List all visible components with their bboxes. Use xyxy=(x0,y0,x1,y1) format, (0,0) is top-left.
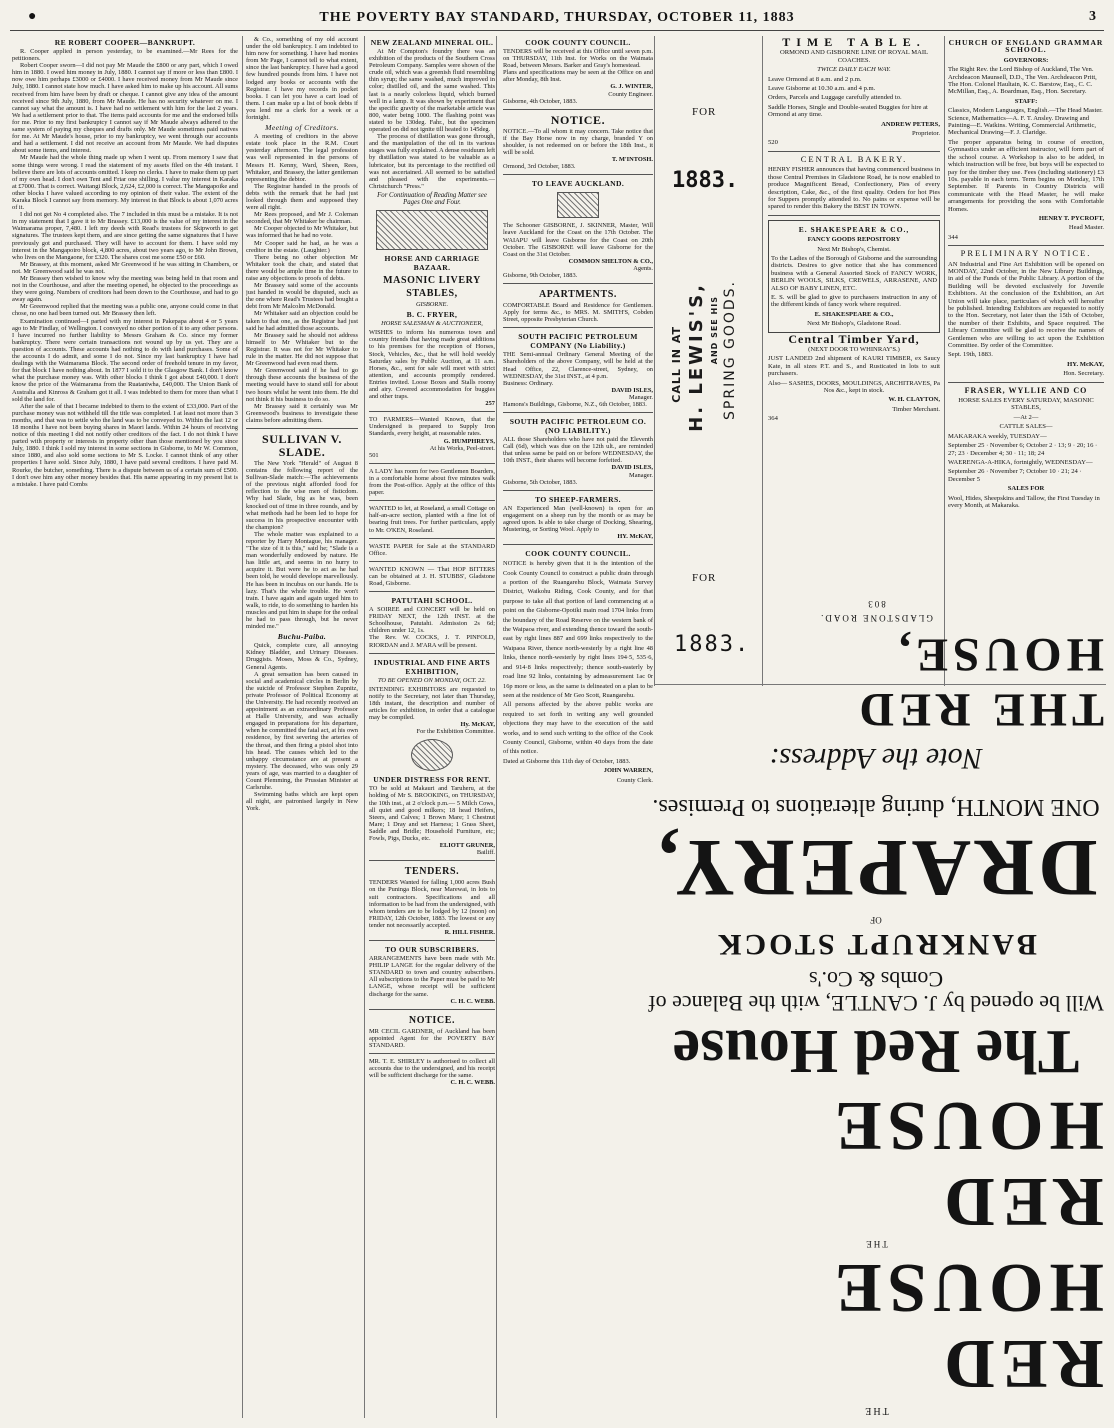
ad-text: The Schooner GISBORNE, J. SKINNER, Master, Will leave Auckland for the Coast on the 17th October. The WAIAPU will leave Gisborne for the Coast on 20th October. The GISBORNE will leave Gisborne for the Coast on the 31st October. xyxy=(503,222,653,258)
industrial-heading: INDUSTRIAL AND FINE ARTS EXHIBITION, xyxy=(373,657,491,676)
timber-yard-number: 364 xyxy=(768,415,778,423)
one-month-text: ONE MONTH, during alterations to Premises. xyxy=(652,794,1100,820)
timber-yard-text: JUST LANDED 2nd shipment of KAURI TIMBER, ex Saucy Kate, in all sizes P.T. and S., and Rusticated in lots to suit purchasers. xyxy=(768,355,940,378)
makaraka-label: MAKARAKA weekly, TUESDAY— xyxy=(948,432,1047,440)
divider xyxy=(503,490,653,491)
ad-signature: HY. McKAY, xyxy=(617,533,653,541)
article-heading-cooper: RE ROBERT COOPER—BANKRUPT. xyxy=(54,38,196,47)
gardner-ad xyxy=(369,1028,495,1049)
ad-signature: DAVID ISLES, xyxy=(611,386,653,394)
article-paragraph: After the sale of that I became indebted to them to the extent of £33,000. Part of the purchase money was not withheld till the title was completed. I at least not more than 3 months, and that was to settle who the land was to be conveyed to. Within the last 12 or 18 months I have not been buying shares in Maori lands. Within 24 hours of receiving notice of this meeting I did not notify other creditors of the fact. I do not think I have parted with property or interests in property other than those mentioned by you since July, 1880. I think I sold my interest in some sections in Gisborne, to Mr W. Common, since 1880, and also sold some sections to Mr S. Locke. I cannot think of any other properties I have sold. Since July, 1880, I have paid several creditors. I have paid M. Rourke, the butcher, something. There is a dispute between us of a certain sum of £500. I don't owe him any other money besides that. His name appearing in my present list is a mistake. I have paid Combs xyxy=(12,402,238,488)
lease-ad xyxy=(369,505,495,533)
horse-bazaar-heading: HORSE AND CARRIAGE BAZAAR. xyxy=(384,254,480,273)
south-pacific-call-ad xyxy=(503,436,653,486)
staff-list: Classics, Modern Languages, English.—The Head Master. Science, Mathematics—A. F. T. Ansley. Drawing and Painting—E. Watkins. Writing, Commercial Arithmetic, Mechanical Drawing—F. J. Claridge. xyxy=(948,107,1103,137)
governors-list: The Right Rev. the Lord Bishop of Auckland, The Ven. Archdeacon Maunsell, D.D., The Ven. Archdeacon Pritt, The Hon. Colonel Haultain, K. C. Barstow, Esq., C. C. McMillan, Esq., A. Boardman, Esq., Hon. Secretary. xyxy=(948,66,1097,96)
ad-role: Bailiff. xyxy=(476,849,495,857)
industrial-sub: TO BE OPENED ON MONDAY, OCT. 22. xyxy=(377,676,486,684)
the-red-house-address: THE RED HOUSE, xyxy=(854,628,1104,736)
cook-county-heading: COOK COUNTY COUNCIL. xyxy=(525,38,631,47)
and-see-text: AND SEE HIS xyxy=(710,296,719,365)
lady-ad xyxy=(369,468,495,496)
ad-text: AN Experienced Man (well-known) is open for an engagement on a sheep run by the month or as may be agreed upon. Is able to take charge of Docking, Shearing, Mustering, or Sorting Wool. Apply to xyxy=(503,504,653,534)
divider xyxy=(369,538,495,539)
ad-date: Gisborne, 9th October, 1883. xyxy=(503,271,578,279)
article-paragraph: Mr Maude had the whole thing made up when I went up. From memory I saw that some things were wrong. I read the statement of my assets filed on the 4th instant. I believe there are lots of accounts omitted. I keep no clerks. I have to make them up part of my own head. I don't own Tent and Friar one shilling. I value my interest in Karaka at £7000. That is correct. Waitangi Block, 2,624, £2,000 is correct. The Mangapoike and other blocks I have valued according to my opinion of their value. The extent of the Karaka Block I cannot say from memory. My interest in that Block is about 1,070 acres of it. xyxy=(12,154,238,212)
tenders-heading: TENDERS. xyxy=(404,866,460,878)
ad-text: NOTICE.—To all whom it may concern. Take notice that if the Bay Horse now in my charge, branded Y on shoulder, is not redeemed on or before the 18th Inst., it will be sold. xyxy=(503,127,653,157)
meeting-heading: Meeting of Creditors. xyxy=(265,123,339,133)
column-divider xyxy=(944,36,945,686)
ad-date: Gisborne, 4th October, 1883. xyxy=(503,97,578,105)
article-paragraph: Quick, complete cure, all annoying Kidney Bladder, and Urinary Diseases. Druggists. Moses, Moss & Co., Sydney, General Agents. xyxy=(246,642,358,671)
ad-text: TO be sold at Makauri and Taruheru, at the holding of Mr S. BROOKING, on THURSDAY, the 10th inst., at 2 o'clock p.m.— 5 Milch Cows, all quiet and good milkers; 18 head Heifers, Steers, and Calves; 1 Brown Mare; 1 Chestnut Mare; 1 Dray and set Harness; 1 Grass Sheet, Saddle and Bridle; Household Furniture, etc; Fowls, Pigs, Ducks, etc. xyxy=(369,785,495,843)
article-paragraph: Mr Brassey then wished to know why the meeting was being held in that room and not in the Courthouse, and after the meeting opened, he objected to the proceedings as they were going. Numbers of creditors had been down to the Courthouse, and had to go away again. xyxy=(12,275,238,304)
article-paragraph: A great sensation has been caused in social and academical circles in Berlin by the suicide of Professor Stephen Zupnitz, private Professor of Political Economy at the University. He had recently received an appointment as an extraordinary Professor at Halle University, and was actually engaged in preparations for his departure, when he committed the fatal act, at his own residence, by first severing the arteries of the throat, and then firing a pistol shot into his head. The causes which led to the unhappy circumstance are at present a mystery. The deceased, who was only 29 years of age, was married to a daughter of Count Plemming, the Prussian Minister at Carlsruhe. xyxy=(246,670,358,792)
shakespeare-sub: FANCY GOODS REPOSITORY xyxy=(807,236,901,244)
article-paragraph: The process of distillation was gone through, and the manipulation of the oil in its various stages was fully explained. A dense residuum left by distillation was stated to be valuable as a lubricator, but its percentage to the rectified oil was not ascertained. All seemed to be satisfied and pleased with the experiments.—Christchurch "Press." xyxy=(369,133,495,190)
time-table-line: Saddle Horses, Single and Double-seated Buggies for hire at Ormond at any time. xyxy=(768,103,928,119)
right-column-2 xyxy=(948,36,1104,688)
column-2b xyxy=(364,36,495,1418)
ad-date: Dated at Gisborne this 11th day of October, 1883. xyxy=(503,757,631,765)
waerenga-label: WAERENGA-A-HIKA, fortnightly, WEDNESDAY— xyxy=(948,458,1093,466)
article-paragraph: & Co., something of my old account under the old bankruptcy. I am indebted to him now for something. I have had monies from Mr Page, I cannot tell to what extent, since the last bankruptcy. I have had a good few hundred pounds from him. I have not lodged any books or accounts with the Registrar. I have my records in pocket books. I can let you have a cart load of them. I can make up a list of book debts if you lend me a clerk for a week or a fortnight. xyxy=(246,36,358,122)
subscribers-heading: TO OUR SUBSCRIBERS. xyxy=(385,945,479,955)
article-paragraph: The New York "Herald" of August 8 contains the following report of the Sullivan-Slade match:—The achievements of the previous night afforded food for reflection to the wise men of fisticdom. Why had Slade, big as he was, been knocked out of time in three rounds, and by what methods had he been led to hope for success in his prospective encounter with the champion? xyxy=(246,459,358,531)
preliminary-notice-role: Hon. Secretary. xyxy=(1063,370,1104,378)
school-number: 344 xyxy=(948,233,958,241)
ad-date: Ormond, 3rd October, 1883. xyxy=(503,163,576,171)
for-label-1: FOR xyxy=(692,106,717,118)
ad-text: The Rev. W. COCKS, J. T. PINFOLD, RIORDAN and J. M'ARA will be present. xyxy=(369,634,495,649)
article-paragraph: Mr Brassey said it certainly was Mr Greenwood's business to investigate these claims before admitting them. xyxy=(246,402,358,424)
ad-role: County Clerk. xyxy=(616,776,653,784)
divider xyxy=(503,283,653,284)
bullet-icon: ● xyxy=(28,9,37,24)
central-bakery-text: HENRY FISHER announces that having commenced business in those Central Premises in Gladstone Road, he is now enabled to produce Magnificent Bread, Confectionery, Pies of every description, Cake, &c., of the first quality. Orders for hot Pies for Suppers promptly attended to. No pains or expense will be spared to render this Bakery the BEST IN TOWN. xyxy=(768,166,940,211)
fraser-wyllie-title: FRASER, WYLLIE AND CO xyxy=(964,385,1088,395)
column-3 xyxy=(496,36,653,1418)
time-table-line: Orders, Parcels and Luggage carefully attended to. xyxy=(768,94,902,102)
time-table-line: Leave Gisborne at 10.30 a.m. and 4 p.m. xyxy=(768,85,876,93)
south-pacific-meeting-ad xyxy=(503,351,653,408)
distress-ad xyxy=(369,785,495,856)
time-table-signature: ANDREW PETERS, xyxy=(881,120,940,128)
ad-role: Manager. xyxy=(629,393,653,401)
red-house-heading-2: RED HOUSE xyxy=(828,1087,1104,1240)
buchu-heading: Buchu-Paiba. xyxy=(277,632,327,642)
continuation-note: For Continuation of Reading Matter see Pages One and Four. xyxy=(377,191,487,206)
article-paragraph: I did not get No 4 completed also. The 7 included in this must be a mistake. It is not in my statement that I gave it to Mr Brassey. £13,000 is the value of my interest in the Waimarama proper, 7,480. I left my deeds with Read's trustees for Skipworth to get signatures. The trustees kept them, and are since getting the same signatures that I have previously got and purchased. They will have to account for them. I have sold my interest in the Mangapoiro block, 4,800 acres, about two years ago, to Mr John Brown, who lives on the Mangaone, for £320. The shares cost me some £50 or £60. xyxy=(12,211,238,261)
timber-yard-text-2: Also— SASHES, DOORS, MOULDINGS, ARCHITRAVES, Pa Nos &c., kept in stock. xyxy=(768,379,940,395)
industrial-ad xyxy=(369,686,495,736)
divider xyxy=(503,109,653,110)
ad-number: 803 xyxy=(866,599,886,609)
timber-yard-role: Timber Merchant. xyxy=(892,405,940,413)
ad-signature: R. HILL FISHER. xyxy=(444,928,495,936)
preliminary-notice-title: PRELIMINARY NOTICE. xyxy=(960,248,1092,259)
ad-text: MR. T. E. SHIRLEY is authorised to collect all accounts due to the undersigned, and his receipt will be sufficient discharge for the same. xyxy=(369,1058,495,1080)
time-table-number: 520 xyxy=(768,139,778,147)
patutahi-ad xyxy=(369,606,495,649)
ad-signature: G. J. WINTER, xyxy=(610,83,653,91)
ad-role: Manager. xyxy=(629,471,653,479)
time-table-title: TIME TABLE. xyxy=(782,36,926,49)
divider xyxy=(369,591,495,592)
article-paragraph: The whole matter was explained to a reporter by Harry Montague, his manager. "The size of it is this," said he; "Slade is a man wonderfully endowed by nature. He has little art, and seems in no hurry to acquire it. But were he to act as he had been told, he would develope marvellously. He has been in incubus on our hands. He is lazy. That's the whole trouble. He won't train. I have again and again urged him to walk, to ride, to do something to harden his muscles and put him in shape for the ordeal he had to pass through, but he never minded me." xyxy=(246,530,358,631)
article-paragraph: The Registrar handed in the proofs of debts with the remark that he had just looked through them and supposed they were all right. xyxy=(246,182,358,212)
fryer-sub: HORSE SALESMAN & AUCTIONEER, xyxy=(381,320,483,328)
call-in-at-text: CALL IN AT xyxy=(670,326,683,403)
timber-yard-signature: W. H. CLAYTON, xyxy=(888,396,940,404)
the-red-house-heading: The Red House xyxy=(672,1017,1080,1085)
ad-address: At his Works, Peel-street. xyxy=(429,444,495,452)
sheep-farmers-ad xyxy=(503,505,653,540)
ad-text: ARRANGEMENTS have been made with Mr. PHILIP LANGE for the regular delivery of the STANDARD to town and country subscribers. All subscriptions to the Paper must be paid to Mr LANGE, whose receipt will be sufficient discharge for the same. xyxy=(369,955,495,998)
school-role: Head Master. xyxy=(1068,224,1104,232)
divider xyxy=(503,327,653,328)
ad-signature: T. M'INTOSH. xyxy=(611,156,653,164)
notice-heading: NOTICE. xyxy=(550,112,606,127)
divider xyxy=(369,860,495,861)
cook-county-tender-ad xyxy=(503,48,653,105)
divider xyxy=(369,463,495,464)
fryer-ad xyxy=(369,329,495,407)
ad-signature: G. HUMPHREYS, xyxy=(443,437,495,445)
ad-text: WANTED to let, at Roseland, a small Cottage on half-an-acre section, planted with a fine lot of bearing fruit trees. For further particulars, apply to Mr. O'KEN, Roseland. xyxy=(369,505,495,534)
time-table-sub2: TWICE DAILY EACH WAY. xyxy=(817,66,891,74)
central-bakery-title: CENTRAL BAKERY. xyxy=(800,153,908,164)
shakespeare-text: To the Ladies of the Borough of Gisborne and the surrounding districts. Desires to give notice that she has commenced business with a General Assorted Stock of FANCY WORK, BERLIN WOOLS, SILKS, CREWELS, ARRASENE, AND ALSO OF BABY LINEN, ETC. xyxy=(771,254,937,292)
sullivan-heading: SULLIVAN V. SLADE. xyxy=(262,431,342,459)
article-paragraph: Mr Brassey said some of the accounts just handed in would be disputed, such as the one where Read's Trustees had bought a debt from Mr Malcolm McDonald. xyxy=(246,282,358,311)
timber-yard-title: Central Timber Yard, xyxy=(788,331,920,346)
shakespeare-address: Next Mr Bishop's, Gladstone Road. xyxy=(807,320,901,328)
waerenga-dates: September 26 · November 7; October 10 · 21; 24 · December 5 xyxy=(948,468,1082,483)
ad-text: WASTE PAPER for Sale at the STANDARD Office. xyxy=(369,542,495,557)
article-paragraph: Examination continued—I parted with my interest in Pakepapa about 4 or 5 years ago to Mr Findlay, of Wellington. I conveyed no other portion of it to any other persons. I have incurred no further liability to Messrs Graham & Co. since my former bankruptcy. There were certain transactions not wound up by us yet. They are a question of accounts. These accounts had nothing to do with land purchases. Some of the accounts I do admit, and some I do not. Since my last bankruptcy I have had dealings with the Waimarama Block. The second order of freehold tenure in my favor, for that block I have nothing about. In 1877 I sold it to the Glasgow Bank. I don't know what the purchase money was. With other blocks I think I got about £40,000. I don't know the price of the Waimarama from the Ruataniwha, £40,000. The Union Bank of Australia and Kinross & Graham got it all. I was indebted to them for more than what I sold the land for. xyxy=(12,317,238,403)
distress-heading: UNDER DISTRESS FOR RENT. xyxy=(373,775,491,785)
drapery-heading: DRAPERY, xyxy=(654,823,1098,914)
ad-number: 257 xyxy=(485,400,495,408)
ad-role: County Engineer. xyxy=(608,90,653,98)
ad-text: WANTED KNOWN — That HOP BITTERS can be obtained at J. H. STUBBS', Gladstone Road, Gisborne. xyxy=(369,565,495,587)
ad-text: A LADY has room for two Gentlemen Boarders, in a comfortable home about five minutes walk from the Post-office. Apply at the office of this paper. xyxy=(369,467,495,497)
ad-text: Business: Ordinary. xyxy=(503,379,554,387)
page-number: 3 xyxy=(1089,9,1096,24)
school-signature: HENRY T. PYCROFT, xyxy=(1038,214,1104,222)
waste-paper-ad xyxy=(369,543,495,557)
article-paragraph: Mr Rees proposed, and Mr J. Coleman seconded, that Mr Whitaker be chairman. xyxy=(246,211,358,226)
divider xyxy=(948,245,1104,246)
preliminary-notice-date: Sept. 19th, 1883. xyxy=(948,351,993,359)
red-house-heading-1: RED HOUSE xyxy=(828,1249,1104,1402)
divider xyxy=(246,428,358,429)
ad-signature: C. H. C. WEBB. xyxy=(450,1079,495,1087)
masthead xyxy=(10,6,1104,31)
note-address-text: Note the Address: xyxy=(769,742,983,775)
of-text: OF xyxy=(870,915,882,925)
divider xyxy=(369,500,495,501)
ad-text: INTENDING EXHIBITORS are requested to notify to the Secretary, not later than Thursday, 18th instant, the description and number of articles for exhibition, in order that a catalogue may be compiled. xyxy=(369,685,495,722)
ad-text: TO FARMERS—Wanted Known, that the Undersigned is prepared to Supply Iron Standards, every height, at reasonable rates. xyxy=(369,416,495,438)
year-label-1: 1883. xyxy=(672,168,739,193)
fraser-wyllie-sub: HORSE SALES EVERY SATURDAY, MASONIC STABLES, xyxy=(958,397,1094,412)
shirley-ad xyxy=(369,1058,495,1086)
red-house-the-top: THE xyxy=(863,1405,889,1416)
ad-text: MR CECIL GARDNER, of Auckland has been appointed Agent for the POVERTY BAY STANDARD. xyxy=(369,1027,495,1049)
divider xyxy=(369,1009,495,1010)
divider xyxy=(369,411,495,412)
ad-text: WISHES to inform his numerous town and country friends that having made great additions to his premises for the reception of Horses, Stock, Vehicles, &c., that he will hold weekly Saturday sales by Public Auction, at 11 a.m. Horses, &c., sent for sale will meet with strict attention, and accounts promptly rendered. Entries invited. Loose Boxes and Stalls roomy and airy. Covered accommodation for buggies and other traps. xyxy=(369,329,495,401)
ad-signature: ELIOTT GRUNER, xyxy=(439,842,495,850)
bankrupt-stock-text: BANKRUPT STOCK xyxy=(715,928,1037,961)
divider xyxy=(503,544,653,545)
timber-yard-sub: (NEXT DOOR TO WHINRAY'S.) xyxy=(808,346,900,353)
gisborne-label: GISBORNE. xyxy=(415,301,449,309)
ad-text: THE Semi-annual Ordinary General Meeting of the Shareholders of the above Company, will be held at the Head Office, 22, Clarence-street, Sydney, on WEDNESDAY, the 31st INST., at 4 p.m. xyxy=(503,351,653,380)
article-paragraph: Mr Brassey said he should not address himself to Mr Whitaker but to the Registrar. It was not for Mr Whitaker to rule in the matter. He did not suppose that Mr Greenwood had even read them. xyxy=(246,331,358,368)
lewis-name-text: H. LEWIS'S, xyxy=(686,282,707,432)
bay-horse-notice xyxy=(503,128,653,171)
shakespeare-title: E. SHAKESPEARE & CO., xyxy=(798,224,910,234)
divider xyxy=(369,561,495,562)
mineral-oil-heading: NEW ZEALAND MINERAL OIL. xyxy=(370,38,494,47)
shakespeare-sub2: Next Mr Bishop's, Chemist. xyxy=(817,245,891,253)
cook-county-heading-2: COOK COUNTY COUNCIL. xyxy=(525,549,631,559)
article-paragraph: Mr Cooper objected to Mr Whitaker, but was informed that he had no vote. xyxy=(246,225,358,240)
ad-signature: DAVID ISLES, xyxy=(611,464,653,472)
ad-signature: JOHN WARREN, xyxy=(603,767,653,775)
column-divider xyxy=(242,36,243,1418)
south-pacific-heading-1: SOUTH PACIFIC PETROLEUM COMPANY (No Liability.) xyxy=(518,332,638,351)
ad-role: For the Exhibition Committee. xyxy=(416,728,495,736)
ad-number: 501 xyxy=(369,451,379,459)
year-label-2: 1883. xyxy=(674,632,751,657)
ad-text: TENDERS will be received at this Office until seven p.m. on THURSDAY, 11th Inst. for Works on the Waimata Road, between Messrs. Barker and Gray's homestead. xyxy=(503,48,653,70)
governors-label: GOVERNORS: xyxy=(1003,56,1049,64)
divider xyxy=(369,653,495,654)
makaraka-dates: September 25 · November 6; October 2 · 13; 9 · 20; 16 · 27; 23 · December 4; 30 · 11; 18; 24 xyxy=(948,442,1098,457)
shakespeare-signature: E. SHAKESPEARE & CO., xyxy=(814,310,894,318)
patutahi-heading: PATUTAHI SCHOOL. xyxy=(391,596,473,606)
ad-text: ALL those Shareholders who have not paid the Eleventh Call (6d), which was due on the 12th ult., are reminded that unless same be paid on or before WEDNESDAY, the 10th INST., their shares will become forfeited. xyxy=(503,436,653,465)
time-table-sub: ORMOND AND GISBORNE LINE OF ROYAL MAIL COACHES. xyxy=(779,49,929,64)
auckland-heading: TO LEAVE AUCKLAND. xyxy=(531,179,625,189)
article-paragraph: There being no other objection Mr Whitaker took the chair, and stated that there would be ample time in the future to raise any objections to proofs of debts. xyxy=(246,253,358,282)
shakespeare-text-2: E. S. will be glad to give to purchasers instruction in any of the different kinds of fancy work where required. xyxy=(771,293,937,309)
opened-by-text: Will be opened by J. CANTLE, with the Balance of Combs & Co.'s xyxy=(648,967,1104,1016)
article-paragraph: R. Cooper applied in person yesterday, to be examined.—Mr Rees for the petitioners. xyxy=(12,48,238,63)
right-column-1 xyxy=(768,36,940,688)
divider xyxy=(768,151,940,152)
ad-text: COMFORTABLE Board and Residence for Gentlemen. Apply for terms &c., to MRS. M. SMITH'S, Cobden Street, opposite Presbyterian Church. xyxy=(503,302,653,324)
article-paragraph: Mr Brassey, at this moment, asked Mr Greenwood if he was sitting in Chambers, or not. Mr Greenwood said he was not. xyxy=(12,260,238,275)
article-paragraph: Robert Cooper sworn—I did not pay Mr Maude the £800 or any part, which I owed him in 1880. I owed him money in July, 1880. I cannot say if more or less than £800. I now owe him perhaps £3000 or £4000. I have received money from Mr Maude since July, 1880. I cannot state how much. I have asked him to make up his account. All sums received from him have been by draft or cheque. I cannot give any idea of the amount received since 9th July, 1880, from Mr Maude. He has no security whatever on me. I cannot say what the amount is. I have had no settlement with him for the last 2 years. We had a settlement prior to that. The items paid accounts for me and the endorsed bills for me. Prior to my first bankruptcy I cannot say if Mr Maude always adhered to the same system of paying my cheques and drafts only. Mr Maude sometimes paid natives for me. At Mr Maude's house, prior to my bankruptcy, we went through our accounts and had a settlement. I did not receive an account from Mr Maude. We had disputes about some items, and interest. xyxy=(12,62,238,155)
apartments-heading: APARTMENTS. xyxy=(538,289,617,301)
article-paragraph: Mr Cooper said he had, as he was a creditor in the estate. (Laughter.) xyxy=(246,239,358,254)
royal-crest-emblem xyxy=(411,739,453,771)
ad-signature: COMMON SHELTON & CO., xyxy=(568,257,653,265)
ad-text: A SOIREE and CONCERT will be held on FRIDAY NEXT, the 12th INST. at the Schoolhouse, Patutahi. Admission 2s 6d; children under 12, 1s. xyxy=(369,606,495,635)
red-house-the: THE xyxy=(864,1239,888,1249)
cook-county-drain-notice xyxy=(503,559,653,785)
ad-signature: C. H. C. WEBB. xyxy=(450,997,495,1005)
fryer-name: B. C. FRYER, xyxy=(406,310,458,320)
horse-carriage-illustration xyxy=(376,210,488,250)
ad-text: All persons affected by the above public works are required to set forth in writing any well grounded objections they may have to the execution of the said works, and to send such writing to the office of the Cook County Council, Gisborne, within 40 days from the date of this notice. xyxy=(503,701,653,756)
article-paragraph: Mr Whitaker said an objection could be taken to that one, as the Registrar had just said he had admitted those accounts. xyxy=(246,310,358,332)
grammar-school-title: CHURCH OF ENGLAND GRAMMAR SCHOOL. xyxy=(948,38,1104,55)
column-divider xyxy=(762,36,763,686)
article-paragraph: Mr Greenwood replied that the meeting was a public one, anyone could come in that chose, no one had been turned out. Mr Brassey then left. xyxy=(12,303,238,318)
article-paragraph: At Mr Compton's foundry there was an exhibition of the products of the Southern Cross Petroleum Company. Samples were shown of the crude oil, which was a greenish fluid resembling thin syrup; the same washed, much improved in color; distilled oil, and the same washed. This last is a nearly colorless liquid, which burned well in a lamp. It was shown by experiment that the specific gravity of the marketable article was 800, water being 1000. The flashing point was stated to be 130deg. Fahr., but the specimen operated on did not ignite till heated to 145deg. xyxy=(369,48,495,134)
preliminary-notice-signature: HY. McKAY, xyxy=(1067,360,1104,368)
time-table-line: Leave Ormond at 8 a.m. and 2 p.m. xyxy=(768,75,862,83)
divider xyxy=(503,412,653,413)
ad-text: Plans and specifications may be seen at the Office on and after Monday, 8th Inst. xyxy=(503,69,653,84)
masthead-title: THE POVERTY BAY STANDARD, THURSDAY, OCTOBER 11, 1883 xyxy=(319,10,795,25)
preliminary-notice-text: AN Industrial and Fine Art Exhibition will be opened on MONDAY, 22nd October, in the New Library Buildings, in aid of the Funds of the Public Library. A portion of the Building will be devoted exclusively for Juvenile Exhibitors. At the conclusion of the Exhibition, an Art Union will take place, particulars of which will hereafter be published. Intending Exhibitors are requested to notify to the Hon. Secretary, not later than the 15th of October, the number of their Exhibits, and Space required. The Library Committee will be glad to receive the names of Gentlemen who are willing to act upon the Exhibition Committee. By order of the Committee. xyxy=(948,260,1104,350)
masonic-stables-heading: MASONIC LIVERY STABLES, xyxy=(383,275,481,300)
gladstone-road-text: GLADSTONE ROAD. xyxy=(819,613,933,623)
divider xyxy=(369,940,495,941)
staff-label: STAFF: xyxy=(1014,97,1038,105)
farmers-ad xyxy=(369,416,495,459)
hop-bitters-ad xyxy=(369,566,495,587)
divider xyxy=(768,215,940,216)
time-table-role: Proprietor. xyxy=(911,130,940,138)
for-label-2: FOR xyxy=(692,572,717,584)
sales-for-text: Wool, Hides, Sheepskins and Tallow, the First Tuesday in every Month, at Makaraka. xyxy=(948,494,1100,509)
school-text: The proper apparatus being in course of erection, Gymnastics under an efficient instructor, will form part of the school course. A Workshop is also to be added, in which instruction will be free, but boys will be expected to pay for the timber they use. Fees (including stationery) £3 10s. payable in each term. Term begins on Monday, 17th September. If Parents in Country Districts will communicate with the Head Master, he will make arrangements for providing the sons with Comfortable Homes. xyxy=(948,138,1104,213)
divider xyxy=(369,1053,495,1054)
ad-date: Gisborne, 5th October, 1883. xyxy=(503,478,578,486)
fraser-wyllie-sub2: —At 2— xyxy=(1013,413,1039,421)
spring-goods-text: SPRING GOODS. xyxy=(722,280,738,420)
article-paragraph: A meeting of creditors in the above estate took place in the R.M. Court yesterday afternoon. The legal profession was well represented in the persons of Messrs H. Kenny, Ward, Sheen, Rees, Whitaker, and Brassey, the latter gentleman representing the debtor. xyxy=(246,133,358,183)
divider xyxy=(948,382,1104,383)
column-divider xyxy=(654,36,655,686)
ad-text: TENDERS Wanted for falling 1,000 acres Bush on the Puninga Block, near Marewai, in lots to suit contractors. Specifications and all information to be had from the undersigned, with whom tenders are to be lodged by 12 (noon) on FRIDAY, 12th October, 1883. The lowest or any tender not necessarily accepted. xyxy=(369,879,495,929)
south-pacific-heading-2: SOUTH PACIFIC PETROLEUM CO. (NO LIABILITY.) xyxy=(509,417,647,436)
divider xyxy=(503,174,653,175)
apartments-ad xyxy=(503,302,653,323)
ad-address: Hamons's Buildings, Gisborne, N.Z., 6th October, 1883. xyxy=(503,401,647,408)
subscribers-ad xyxy=(369,955,495,1005)
sales-for-label: SALES FOR xyxy=(1007,485,1045,493)
column-1 xyxy=(12,36,238,1418)
ad-signature: Hy. McKAY, xyxy=(460,721,495,729)
cattle-sales-label: CATTLE SALES— xyxy=(999,423,1053,431)
schooner-icon xyxy=(557,192,599,218)
ad-text: NOTICE is hereby given that it is the intention of the Cook County Council to construct a public drain through a portion of the Ruangarehu Block, Waimata Survey District, Waikohu Riding, Cook County, and for that purpose to take all that portion of land commencing at a point on the Gisborne-Opotiki main road 1704 links from the boundary of the Road Reserve on the western bank of the Waipaoa river, and extending thence toward the south-east by right lines 887 and 699 links respectively to the Waipaoa River, thence north-westerly by a right line 48 links, thence north-westerly by right lines 194·5, 535·6, and 914·8 links respectively; thence south-easterly by road line 92 links, containing by admeasurement 1ac 0r 16p more or less, as the same is delineated on a plan to be seen at the residence of Mr Geo Scott, Ruangarehu. xyxy=(503,560,653,699)
article-paragraph: Swimming baths which are kept open all night, are patronised largely in New York. xyxy=(246,791,358,813)
shakespeare-ad xyxy=(768,220,940,333)
ad-role: Agents. xyxy=(633,264,653,272)
auckland-ad xyxy=(503,222,653,279)
column-2 xyxy=(246,36,358,1418)
tenders-ad xyxy=(369,879,495,936)
sheep-farmers-heading: TO SHEEP-FARMERS. xyxy=(535,494,621,504)
notice-heading: NOTICE. xyxy=(408,1014,456,1026)
article-paragraph: Mr Greenwood said if he had to go through these accounts the business of the meeting would have to stand still for about two hours whilst he went into them. He did not think it his business to do so. xyxy=(246,367,358,403)
